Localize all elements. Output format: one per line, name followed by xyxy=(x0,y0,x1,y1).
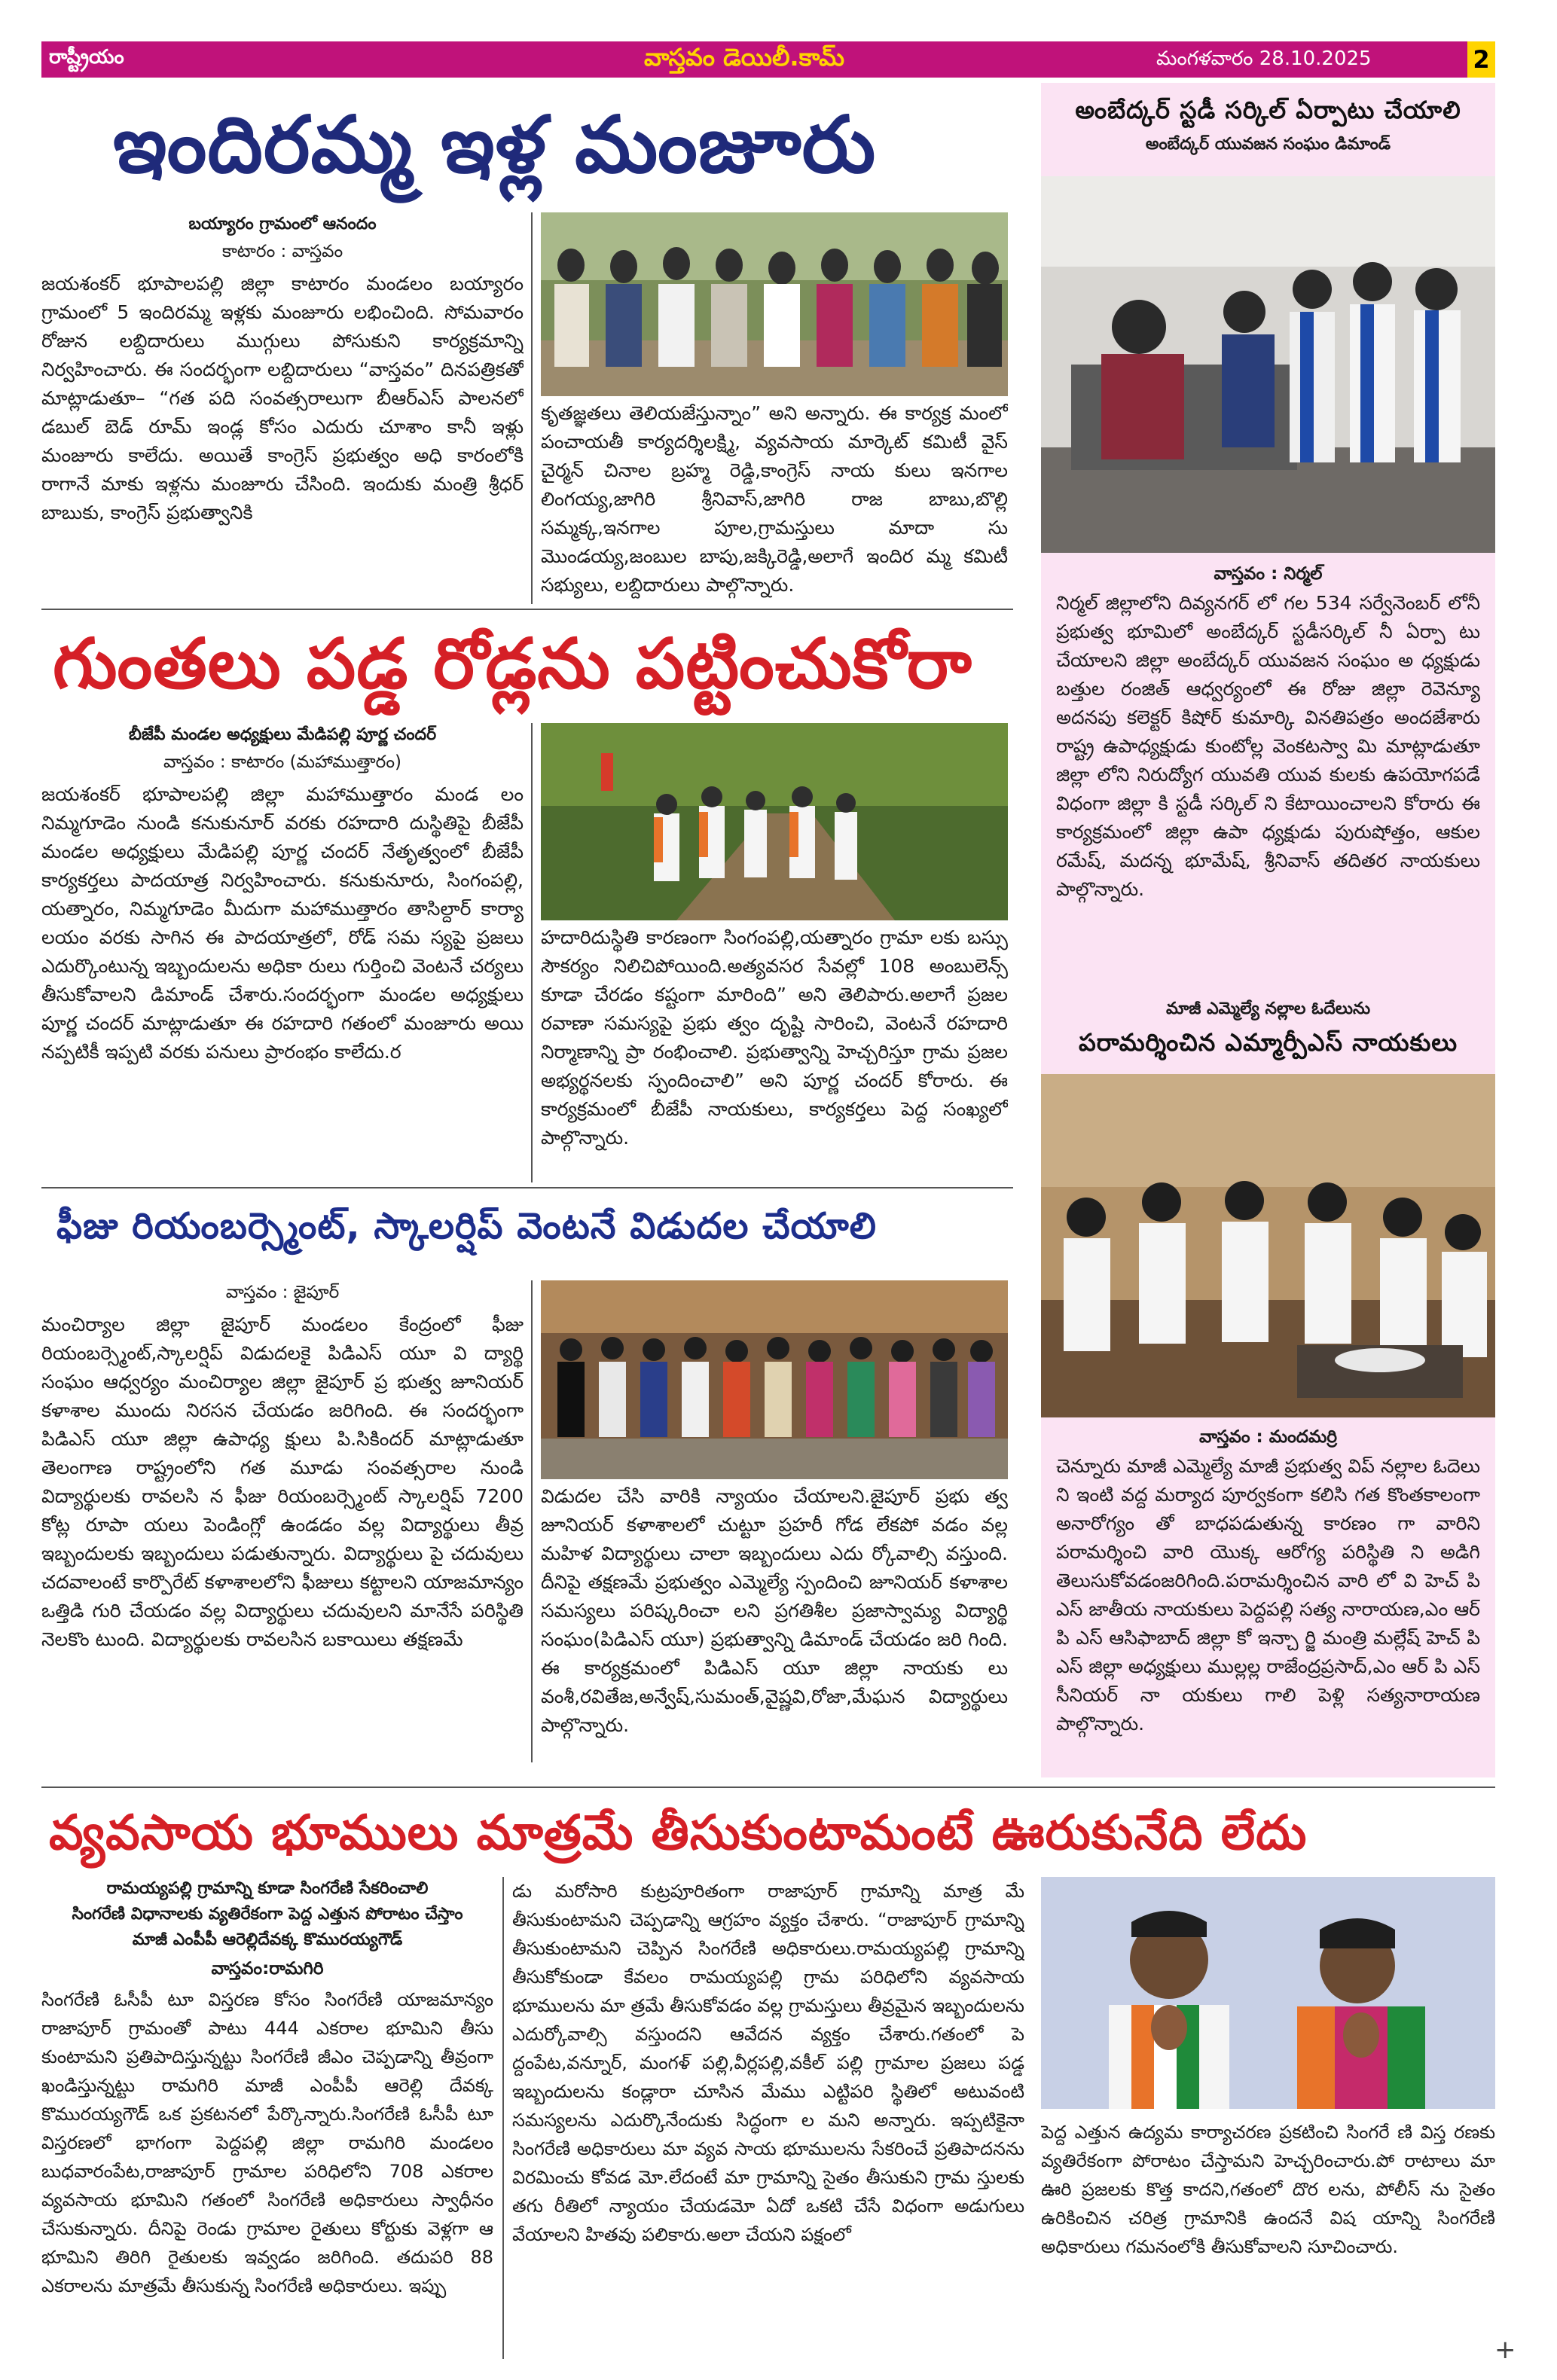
issue-date: మంగళవారం 28.10.2025 xyxy=(1156,47,1372,70)
sidebar2-dateline: వాస్తవం : మందమర్రి xyxy=(1199,1427,1337,1447)
sidebar-panel xyxy=(1041,83,1495,1777)
story4-text-col2: డు మరోసారి కుట్రపూరితంగా రాజాపూర్ గ్రామాన్ని మాత్ర మే తీసుకుంటామని చెప్పడాన్ని ఆగ్రహం వ్యక్తం చేశారు. “రాజాపూర్ గ్రామాన్ని తీసుకుంటామని చెప్పిన సింగరేణి అధికారులు.రామయ్యపల్లి గ్రామాన్ని తీసుకోకుండా కేవలం రామయ్యపల్లి గ్రామ పరిధిలోని వ్యవసాయ భూములను మా త్రమే తీసుకోవడం వల్ల గ్రామస్తులు తీవ్రమైన ఇబ్బందులను ఎదుర్కోవాల్సి వస్తుందని ఆవేదన వ్యక్తం చేశారు.గతంలో పె ద్దంపేట,వన్నూర్, మంగళ్ పల్లి,వీర్లపల్లి,వకీల్ పల్లి గ్రామాల ప్రజలు పడ్డ ఇబ్బందులను కండ్లారా చూసిన మేము ఎట్టిపరి స్థితిలో అటువంటి సమస్యలను ఎదుర్కొనేందుకు సిద్ధంగా ల మని అన్నారు. ఇప్పటికైనా సింగరేణి అధికారులు మా వ్యవ సాయ భూములను సేకరించే ప్రతిపాదనను విరమించు కోవడ మో.లేదంటే మా గ్రామాన్ని సైతం తీసుకుని గ్రామ స్తులకు తగు రీతిలో న్యాయం చేయడమో ఏదో ఒకటి చేసే విధంగా అడుగులు వేయాలని హితవు పలికారు.అలా చేయని పక్షంలో xyxy=(512,1881,1024,2245)
masthead-bar xyxy=(41,41,1495,78)
story4-sub2: సింగరేణి విధానాలకు వ్యతిరేకంగా పెద్ద ఎత్తున పోరాటం చేస్తాం xyxy=(72,1905,463,1924)
story3-headline: ఫీజు రియంబర్స్మెంట్, స్కాలర్షిప్ వెంటనే విడుదల చేయాలి xyxy=(56,1205,877,1247)
story-divider xyxy=(41,1187,1013,1188)
paper-logo: వాస్తవం డెయిలీ.కామ్ xyxy=(644,43,845,72)
column-divider xyxy=(502,1877,504,2359)
section-label: రాష్ట్రీయం xyxy=(49,46,124,69)
sidebar1-subhead: అంబేద్కర్ యువజన సంఘం డిమాండ్ xyxy=(1145,135,1391,154)
crop-mark-icon: + xyxy=(1494,2335,1516,2365)
column-divider xyxy=(531,1280,533,1762)
story1-headline: ఇందిరమ్మ ఇళ్ల మంజూరు xyxy=(113,99,877,191)
sidebar1-text: నిర్మల్ జిల్లాలోని దివ్యనగర్ లో గల 534 సర్వేనెంబర్ లోనీ ప్రభుత్వ భూమిలో అంబేద్కర్ స్టడీసర్కిల్ నీ ఏర్పా టు చేయాలని జిల్లా అంబేద్కర్ యువజన సంఘం అ ధ్యక్షుడు బత్తుల రంజిత్ ఆధ్వర్యంలో ఈ రోజు జిల్లా రెవెన్యూ అదనపు కలెక్టర్ కిషోర్ కుమార్కి వినతిపత్రం అందజేశారు రాష్ట్ర ఉపాధ్యక్షుడు కుంటోల్ల వెంకటస్వా మి మాట్లాడుతూ జిల్లా లోని నిరుద్యోగ యువతి యువ కులకు ఉపయోగపడే విధంగా జిల్లా కి స్టడీ సర్కిల్ ని కేటాయించాలని కోరారు ఈ కార్యక్రమంలో జిల్లా ఉపా ధ్యక్షుడు పురుషోత్తం, ఆకుల రమేష్, మదన్న భూమేష్, శ్రీనివాస్ తదితర నాయకులు పాల్గొన్నారు. xyxy=(1056,592,1480,900)
story2-subhead: బీజేపీ మండల అధ్యక్షులు మేడిపల్లి పూర్ణ చందర్ xyxy=(128,725,437,744)
story3-photo-students xyxy=(541,1280,1008,1479)
sidebar1-dateline: వాస్తవం : నిర్మల్ xyxy=(1214,564,1323,584)
story3-text-col2: విడుదల చేసి వారికి న్యాయం చేయాలని.జైపూర్ ప్రభు త్వ జూనియర్ కళాశాలలో చుట్టూ ప్రహరీ గోడ లేకపో వడం వల్ల మహిళ విద్యార్థులు చాలా ఇబ్బందులు ఎదు ర్కోవాల్సి వస్తుంది. దీనిపై తక్షణమే ప్రభుత్వం ఎమ్మెల్యే స్పందించి జూనియర్ కళాశాల సమస్యలు పరిష్కరించా లని ప్రగతిశీల ప్రజాస్వామ్య విద్యార్థి సంఘం(పిడిఎస్ యూ) ప్రభుత్వాన్ని డిమాండ్ చేయడం జరి గింది. ఈ కార్యక్రమంలో పిడిఎస్ యూ జిల్లా నాయకు లు వంశీ,రవితేజ,అన్వేష్,సుమంత్,వైష్ణవి,రోజా,మేఘన విద్యార్థులు పాల్గొన్నారు. xyxy=(541,1485,1008,1736)
page-number: 2 xyxy=(1467,41,1495,78)
sidebar2-headline: పరామర్శించిన ఎమ్మార్పీఎస్ నాయకులు xyxy=(1078,1028,1458,1057)
story4-text-col3: పెద్ద ఎత్తున ఉద్యమ కార్యాచరణ ప్రకటించి సింగరే ణి విస్త రణకు వ్యతిరేకంగా పోరాటం చేస్తామని హెచ్చరించారు.పో రాటాలు మా ఊరి ప్రజలకు కొత్త కాదని,గతంలో దొర లను, పోలీస్ ను సైతం ఉరికించిన చరిత్ర గ్రామానికి ఉందనే విష యాన్ని సింగరేణి అధికారులు గమనంలోకి తీసుకోవాలని సూచించారు. xyxy=(1041,2122,1495,2257)
story2-headline: గుంతలు పడ్డ రోడ్లను పట్టించుకోరా xyxy=(53,624,972,704)
story1-subhead: బయ్యారం గ్రామంలో ఆనందం xyxy=(188,215,377,233)
story2-dateline: వాస్తవం : కాటారం (మహాముత్తారం) xyxy=(163,752,401,772)
story3-text-col1: మంచిర్యాల జిల్లా జైపూర్ మండలం కేంద్రంలో ఫీజు రియంబర్స్మెంట్,స్కాలర్షిప్ విడుదలకై పిడిఎస్ యూ వి ద్యార్థి సంఘం ఆధ్వర్యం మంచిర్యాల జిల్లా జైపూర్ ప్ర భుత్వ జూనియర్ కళాశాల ముందు నిరసన చేయడం జరిగింది. ఈ సందర్భంగా పిడిఎస్ యూ జిల్లా ఉపాధ్య క్షులు పి.సికిందర్ మాట్లాడుతూ తెలంగాణ రాష్ట్రంలోని గత మూడు సంవత్సరాల నుండి విద్యార్థులకు రావలసి న ఫీజు రియంబర్స్మెంట్ స్కాలర్షిప్ 7200 కోట్ల రూపా యలు పెండింగ్లో ఉండడం వల్ల విద్యార్థులు తీవ్ర ఇబ్బందులకు ఇబ్బందులు పడుతున్నారు. విద్యార్థులు పై చదువులు చదవాలంటే కార్పొరేట్ కళాశాలలోని ఫీజులు కట్టాలని యాజమాన్యం ఒత్తిడి గురి చేయడం వల్ల విద్యార్థులు చదువులని మానేసే పరిస్థితి నెలకొం టుంది. విద్యార్థులకు రావలసిన బకాయిలు తక్షణమే xyxy=(41,1314,524,1650)
sidebar2-text: చెన్నూరు మాజీ ఎమ్మెల్యే మాజీ ప్రభుత్వ విప్ నల్లాల ఓదెలు ని ఇంటి వద్ద మర్యాద పూర్వకంగా కలిసి గత కొంతకాలంగా అనారోగ్యం తో బాధపడుతున్న కారణం గా వారిని పరామర్శించి వారి యొక్క ఆరోగ్య పరిస్థితి ని అడిగి తెలుసుకోవడంజరిగింది.పరామర్శించిన వారి లో వి హెచ్ పి ఎస్ జాతీయ నాయకులు పెద్దపల్లి సత్య నారాయణ,ఎం ఆర్ పి ఎస్ ఆసిఫాబాద్ జిల్లా కో ఇన్చా ర్జి మంత్రి మల్లేష్ హెచ్ పి ఎస్ జిల్లా అధ్యక్షులు ముల్లల్ల రాజేంద్రప్రసాద్,ఎం ఆర్ పి ఎస్ సీనియర్ నా యకులు గాలి పెళ్లి సత్యనారాయణ పాల్గొన్నారు. xyxy=(1056,1455,1480,1735)
sidebar2-kicker: మాజీ ఎమ్మెల్యే నల్లాల ఓదేలును xyxy=(1165,999,1371,1018)
column-divider xyxy=(531,212,533,604)
story-divider xyxy=(41,1787,1495,1788)
story4-headline: వ్యవసాయ భూములు మాత్రమే తీసుకుంటామంటే ఊరుకునేది లేదు xyxy=(49,1805,1308,1861)
story2-text-col1: జయశంకర్ భూపాలపల్లి జిల్లా మహాముత్తారం మండ లం నిమ్మగూడెం నుండి కనుకునూర్ వరకు రహదారి దుస్థితిపై బీజేపీ మండల అధ్యక్షులు మేడిపల్లి పూర్ణ చందర్ నేతృత్వంలో బీజేపీ కార్యకర్తలు పాదయాత్ర నిర్వహించారు. కనుకునూరు, సింగంపల్లి, యత్నారం, నిమ్మగూడెం మీదుగా మహాముత్తారం తాసిల్దార్ కార్యా లయం వరకు సాగిన ఈ పాదయాత్రలో, రోడ్ సమ స్యపై ప్రజలు ఎదుర్కొంటున్న ఇబ్బందులను అధికా రులు గుర్తించి వెంటనే చర్యలు తీసుకోవాలని డిమాండ్ చేశారు.సందర్భంగా మండల అధ్యక్షులు పూర్ణ చందర్ మాట్లాడుతూ ఈ రహదారి గతంలో మంజూరు అయి నప్పటికీ ఇప్పటి వరకు పనులు ప్రారంభం కాలేదు.ర xyxy=(41,783,524,1063)
story4-text-col1: సింగరేణి ఓసీపీ టూ విస్తరణ కోసం సింగరేణి యాజమాన్యం రాజాపూర్ గ్రామంతో పాటు 444 ఎకరాల భూమిని తీసు కుంటామని ప్రతిపాదిస్తున్నట్టు సింగరేణి జీఎం చెప్పడాన్ని తీవ్రంగా ఖండిస్తున్నట్టు రామగిరి మాజీ ఎంపీపీ ఆరెల్లి దేవక్క కొమురయ్యగౌడ్ ఒక ప్రకటనలో పేర్కొన్నారు.సింగరేణి ఓసీపీ టూ విస్తరణలో భాగంగా పెద్దపల్లి జిల్లా రామగిరి మండలం బుధవారంపేట,రాజాపూర్ గ్రామాల పరిధిలోని 708 ఎకరాల వ్యవసాయ భూమిని గతంలో సింగరేణి అధికారులు స్వాధీనం చేసుకున్నారు. దీనిపై రెండు గ్రామాల రైతులు కోర్టుకు వెళ్లగా ఆ భూమిని తిరిగి రైతులకు ఇవ్వడం జరిగింది. తదుపరి 88 ఎకరాలను మాత్రమే తీసుకున్న సింగరేణి అధికారులు. ఇప్పు xyxy=(41,1989,493,2296)
story2-text-col2: హదారిదుస్థితి కారణంగా సింగంపల్లి,యత్నారం గ్రామా లకు బస్సు సౌకర్యం నిలిచిపోయింది.అత్యవసర సేవల్లో 108 అంబులెన్స్ కూడా చేరడం కష్టంగా మారింది” అని తెలిపారు.అలాగే ప్రజల రవాణా సమస్యపై ప్రభు త్వం దృష్టి సారించి, వెంటనే రహదారి నిర్మాణాన్ని ప్రా రంభించాలి. ప్రభుత్వాన్ని హెచ్చరిస్తూ గ్రామ ప్రజల అభ్యర్థనలకు స్పందించాలి” అని పూర్ణ చందర్ కోరారు. ఈ కార్యక్రమంలో బీజేపీ నాయకులు, కార్యకర్తలు పెద్ద సంఖ్యలో పాల్గొన్నారు. xyxy=(541,926,1008,1149)
story4-dateline: వాస్తవం:రామగిరి xyxy=(211,1959,324,1979)
sidebar1-headline: అంబేద్కర్ స్టడీ సర్కిల్ ఏర్పాటు చేయాలి xyxy=(1075,96,1461,124)
story-divider xyxy=(41,609,1013,610)
story4-sub3: మాజీ ఎంపీపీ ఆరెల్లిదేవక్క కొమురయ్యగౌడ్ xyxy=(132,1930,403,1949)
sidebar2-photo-visit xyxy=(1041,1074,1495,1417)
story3-dateline: వాస్తవం : జైపూర్ xyxy=(225,1283,340,1302)
story4-sub1: రామయ్యపల్లి గ్రామాన్ని కూడా సింగరేణి సేకరించాలి xyxy=(106,1879,429,1898)
story4-photo-portrait xyxy=(1041,1877,1495,2109)
story1-text-col2: కృతజ్ఞతలు తెలియజేస్తున్నాం” అని అన్నారు. ఈ కార్యక్ర మంలో పంచాయతీ కార్యదర్శిలక్ష్మి, వ్యవసాయ మార్కెట్ కమిటీ వైస్ చైర్మన్ చినాల బ్రహ్మ రెడ్డి,కాంగ్రెస్ నాయ కులు ఇనగాల లింగయ్య,జాగిరి శ్రీనివాస్,జాగిరి రాజ బాబు,బొల్లి సమ్మక్క,ఇనగాల పూల,గ్రామస్తులు మాదా సు మొండయ్య,జంబుల బాపు,జక్కిరెడ్డి,అలాగే ఇందిర మ్మ కమిటీ సభ్యులు, లబ్దిదారులు పాల్గొన్నారు. xyxy=(541,402,1008,596)
sidebar1-photo-memorandum xyxy=(1041,176,1495,553)
story1-dateline: కాటారం : వాస్తవం xyxy=(221,242,343,261)
story1-text-col1: జయశంకర్ భూపాలపల్లి జిల్లా కాటారం మండలం బయ్యారం గ్రామంలో 5 ఇందిరమ్మ ఇళ్లకు మంజూరు లభించింది. సోమవారం రోజున లబ్దిదారులు ముగ్గులు పోసుకుని కార్యక్రమాన్ని నిర్వహించారు. ఈ సందర్భంగా లబ్దిదారులు “వాస్తవం” దినపత్రికతో మాట్లాడుతూ– “గత పది సంవత్సరాలుగా బీఆర్ఎస్ పాలనలో డబుల్ బెడ్ రూమ్ ఇండ్ల కోసం ఎదురు చూశాం కానీ ఇళ్లు మంజూరు కాలేదు. అయితే కాంగ్రెస్ ప్రభుత్వం అధి కారంలోకి రాగానే మాకు ఇళ్లను మంజూరు చేసింది. ఇందుకు మంత్రి శ్రీధర్ బాబుకు, కాంగ్రెస్ ప్రభుత్వానికి xyxy=(41,273,524,523)
column-divider xyxy=(531,723,533,1182)
story1-photo-group xyxy=(541,212,1008,396)
story2-photo-padayatra xyxy=(541,723,1008,920)
